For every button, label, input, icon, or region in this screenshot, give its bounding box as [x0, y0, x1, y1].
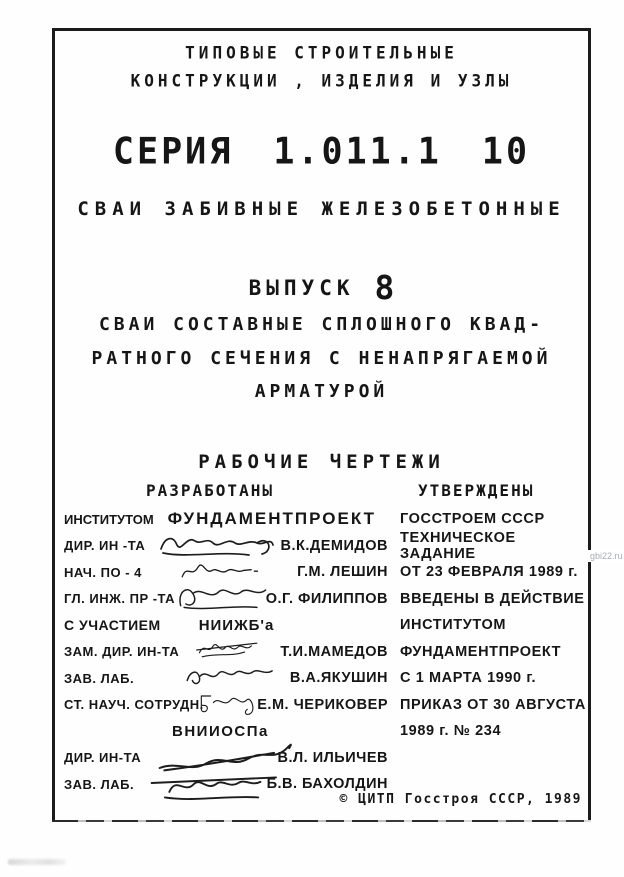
- copyright-notice: © ЦИТП Госстроя СССР, 1989: [339, 792, 582, 807]
- approved-line: С 1 МАРТА 1990 г.: [400, 670, 537, 687]
- drawings-heading: РАБОЧИЕ ЧЕРТЕЖИ: [198, 451, 445, 473]
- developed-column: [64, 506, 388, 798]
- signatory-row: [64, 665, 388, 692]
- signature-leshin: [176, 556, 270, 588]
- institute-prefix: ИНСТИТУТОМ: [64, 511, 154, 527]
- role-label: ДИР. ИН-ТА: [64, 750, 142, 766]
- issue-title: [52, 268, 591, 307]
- role-label: ЗАВ. ЛАБ.: [64, 670, 135, 686]
- role-label: НАЧ. ПО - 4: [64, 564, 142, 580]
- role-label: ЗАВ. ЛАБ.: [64, 776, 135, 792]
- org2-label: ВНИИОСПа: [172, 722, 269, 740]
- series-label: СЕРИЯ: [112, 131, 234, 173]
- signatory-row: [64, 559, 388, 586]
- institute-name: ФУНДАМЕНТПРОЕКТ: [167, 509, 377, 529]
- header-line-2: КОНСТРУКЦИИ , ИЗДЕЛИЯ И УЗЛЫ: [130, 70, 513, 91]
- participation-line: [64, 612, 388, 639]
- participation-label: С УЧАСТИЕМ: [64, 617, 161, 634]
- person-name: Б.В. БАХОЛДИН: [266, 776, 388, 793]
- main-title: СВАИ ЗАБИВНЫЕ ЖЕЛЕЗОБЕТОННЫЕ: [77, 198, 566, 220]
- person-name: В.А.ЯКУШИН: [289, 670, 388, 687]
- series-number: 1.011.1 10: [273, 131, 531, 173]
- signature-demidov: [148, 527, 286, 563]
- subtitle-line-1: СВАИ СОСТАВНЫЕ СПЛОШНОГО КВАД-: [98, 314, 545, 335]
- subtitle-line-3: АРМАТУРОЙ: [254, 381, 389, 402]
- developed-heading: РАЗРАБОТАНЫ: [146, 481, 274, 500]
- signatory-row: [64, 692, 388, 719]
- issue-label: ВЫПУСК: [248, 276, 355, 300]
- approved-line: ГОССТРОЕМ СССР: [400, 511, 545, 528]
- page-border-bottom: [52, 820, 591, 822]
- signatory-row: [64, 639, 388, 666]
- participation-org: НИИЖБ'а: [198, 616, 275, 634]
- approved-line: ИНСТИТУТОМ: [400, 617, 507, 634]
- signatory-row: [64, 533, 388, 560]
- watermark: gbi22.ru: [590, 551, 623, 561]
- person-name: Г.М. ЛЕШИН: [297, 564, 388, 581]
- series-title: [52, 131, 591, 173]
- signatory-row: [64, 586, 388, 613]
- subtitle-line-2: РАТНОГО СЕЧЕНИЯ С НЕНАПРЯГАЕМОЙ: [91, 348, 552, 369]
- approved-heading: УТВЕРЖДЕНЫ: [418, 481, 535, 500]
- institute-line: [64, 506, 388, 533]
- approved-line: 1989 г. № 234: [400, 723, 502, 740]
- issue-number: 8: [374, 268, 395, 307]
- person-name: Т.И.МАМЕДОВ: [280, 643, 388, 660]
- signatory-row: [64, 745, 388, 772]
- signature-yakushin: [182, 659, 286, 695]
- role-label: ГЛ. ИНЖ. ПР -ТА: [64, 591, 176, 607]
- approved-column: [400, 506, 594, 745]
- role-label: ДИР. ИН -ТА: [64, 538, 146, 554]
- role-label: СТ. НАУЧ. СОТРУДН.: [64, 697, 204, 713]
- person-name: О.Г. ФИЛИППОВ: [265, 590, 388, 607]
- approved-line: ВВЕДЕНЫ В ДЕЙСТВИЕ: [400, 590, 585, 607]
- approved-line: ФУНДАМЕНТПРОЕКТ: [400, 643, 562, 660]
- approved-line: ОТ 23 ФЕВРАЛЯ 1989 г.: [400, 564, 579, 581]
- person-name: В.К.ДЕМИДОВ: [280, 537, 388, 554]
- scan-artifact: [8, 859, 66, 865]
- role-label: ЗАМ. ДИР. ИН-ТА: [64, 644, 180, 660]
- person-name: Е.М. ЧЕРИКОВЕР: [257, 696, 388, 713]
- approved-line: ТЕХНИЧЕСКОЕ ЗАДАНИЕ: [400, 529, 516, 562]
- header-line-1: ТИПОВЫЕ СТРОИТЕЛЬНЫЕ: [185, 42, 458, 63]
- person-name: В.Л. ИЛЬИЧЕВ: [277, 749, 388, 766]
- org2-name: [64, 718, 388, 745]
- approved-line: ПРИКАЗ ОТ 30 АВГУСТА: [400, 696, 586, 713]
